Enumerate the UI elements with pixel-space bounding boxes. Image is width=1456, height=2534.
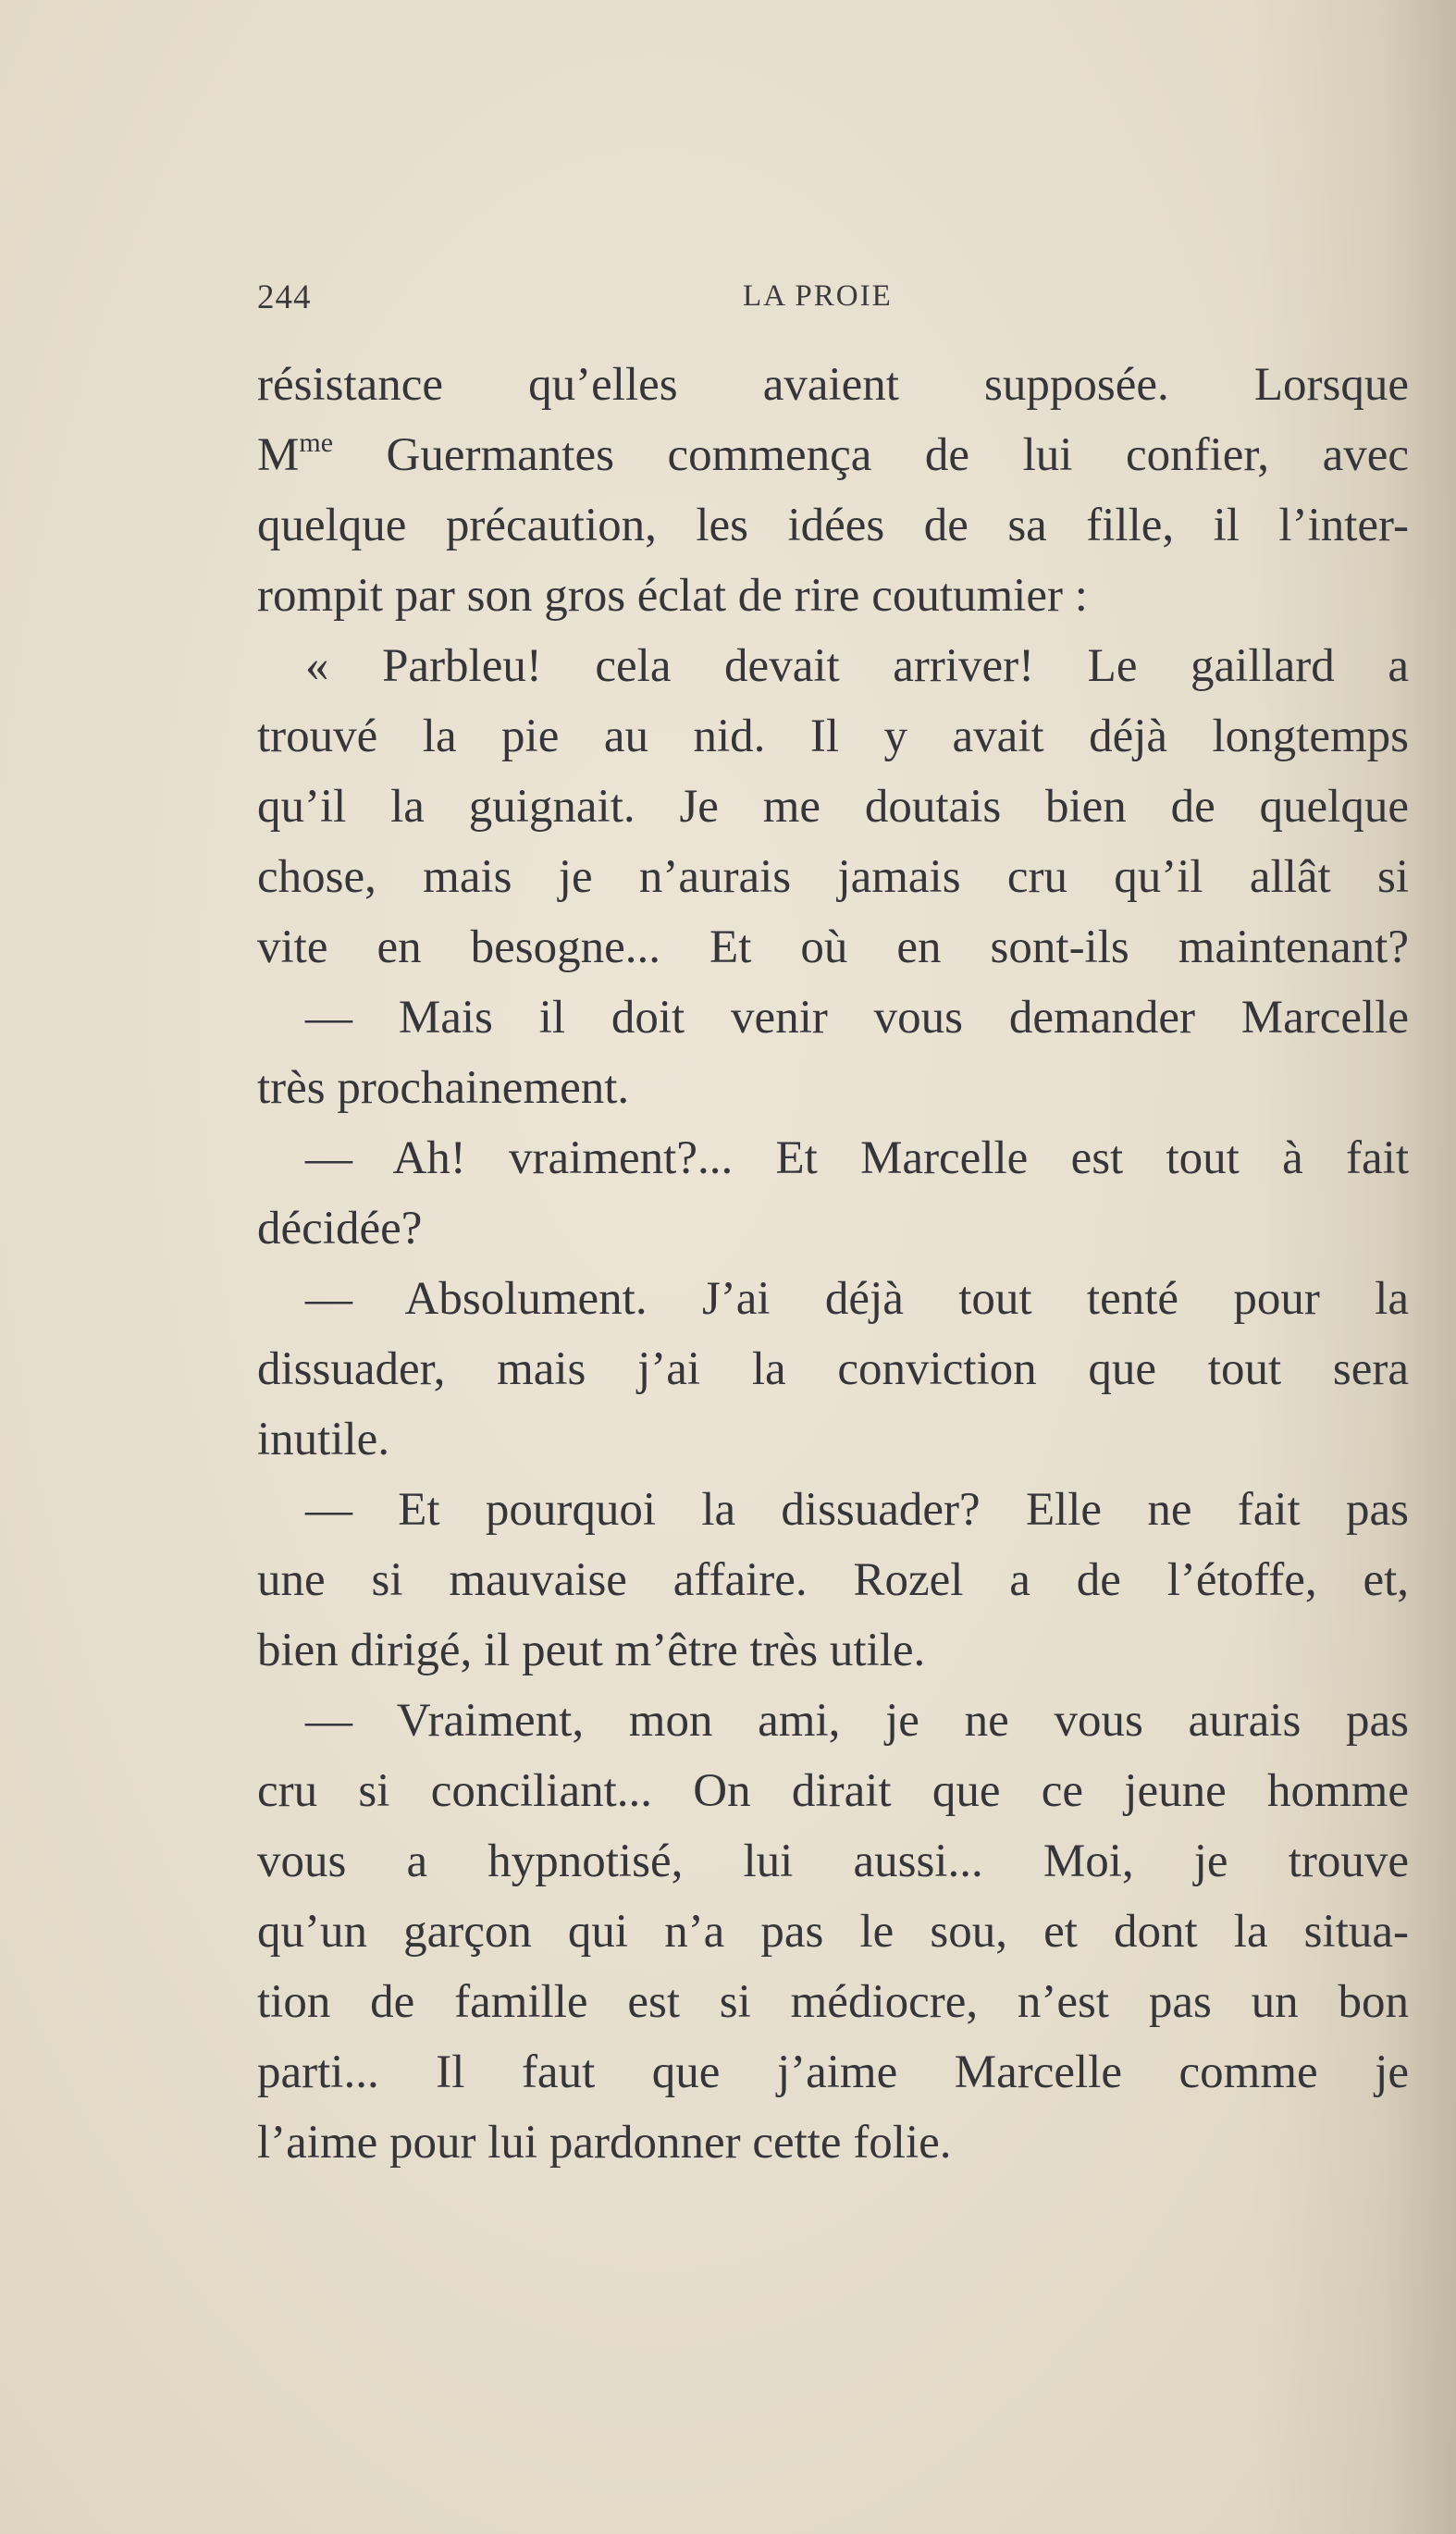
text-line: vous a hypnotisé, lui aussi... Moi, je trouve — [257, 1836, 1409, 1887]
text-line: décidée? — [257, 1203, 423, 1255]
text-line: dissuader, mais j’ai la conviction que tout sera — [257, 1343, 1409, 1395]
text-line: — Vraiment, mon ami, je ne vous aurais pas — [305, 1695, 1409, 1747]
honorific: M — [257, 429, 300, 481]
text-line: — Mais il doit venir vous demander Marcelle — [305, 992, 1409, 1044]
text-line: rompit par son gros éclat de rire coutumier : — [257, 570, 1088, 622]
text-line: « Parbleu! cela devait arriver! Le gaillard a — [305, 640, 1409, 692]
text-line: très prochainement. — [257, 1062, 630, 1114]
text-line: — Absolument. J’ai déjà tout tenté pour la — [305, 1273, 1409, 1325]
text-line: l’aime pour lui pardonner cette folie. — [257, 2117, 952, 2169]
honorific-superscript: me — [299, 427, 334, 458]
text-line: trouvé la pie au nid. Il y avait déjà longtemps — [257, 711, 1409, 762]
text-line: bien dirigé, il peut m’être très utile. — [257, 1625, 926, 1676]
text-line: vite en besogne... Et où en sont-ils maintenant? — [257, 921, 1409, 973]
text-line: qu’il la guignait. Je me doutais bien de quelque — [257, 781, 1409, 833]
text-line: cru si conciliant... On dirait que ce jeune homme — [257, 1765, 1409, 1817]
body-text — [257, 350, 1409, 2178]
text-line — [257, 420, 1409, 490]
running-head — [257, 278, 1409, 322]
text-line: qu’un garçon qui n’a pas le sou, et dont la situa- — [257, 1906, 1409, 1958]
page-number: 244 — [257, 278, 312, 316]
text-line: — Et pourquoi la dissuader? Elle ne fait pas — [305, 1484, 1409, 1536]
text-line: inutile. — [257, 1414, 390, 1465]
text-line: une si mauvaise affaire. Rozel a de l’étoffe, et, — [257, 1554, 1409, 1606]
text-line: chose, mais je n’aurais jamais cru qu’il allât si — [257, 851, 1409, 903]
text-line-rest: Guermantes commença de lui confier, avec — [333, 429, 1409, 481]
text-line: tion de famille est si médiocre, n’est pas un bon — [257, 1976, 1409, 2028]
running-title: LA PROIE — [743, 279, 893, 313]
text-line: quelque précaution, les idées de sa fille, il l’inter- — [257, 500, 1409, 551]
text-line: parti... Il faut que j’aime Marcelle comme je — [257, 2046, 1409, 2098]
text-line: — Ah! vraiment?... Et Marcelle est tout à fait — [305, 1132, 1409, 1184]
text-line: résistance qu’elles avaient supposée. Lorsque — [257, 359, 1409, 411]
